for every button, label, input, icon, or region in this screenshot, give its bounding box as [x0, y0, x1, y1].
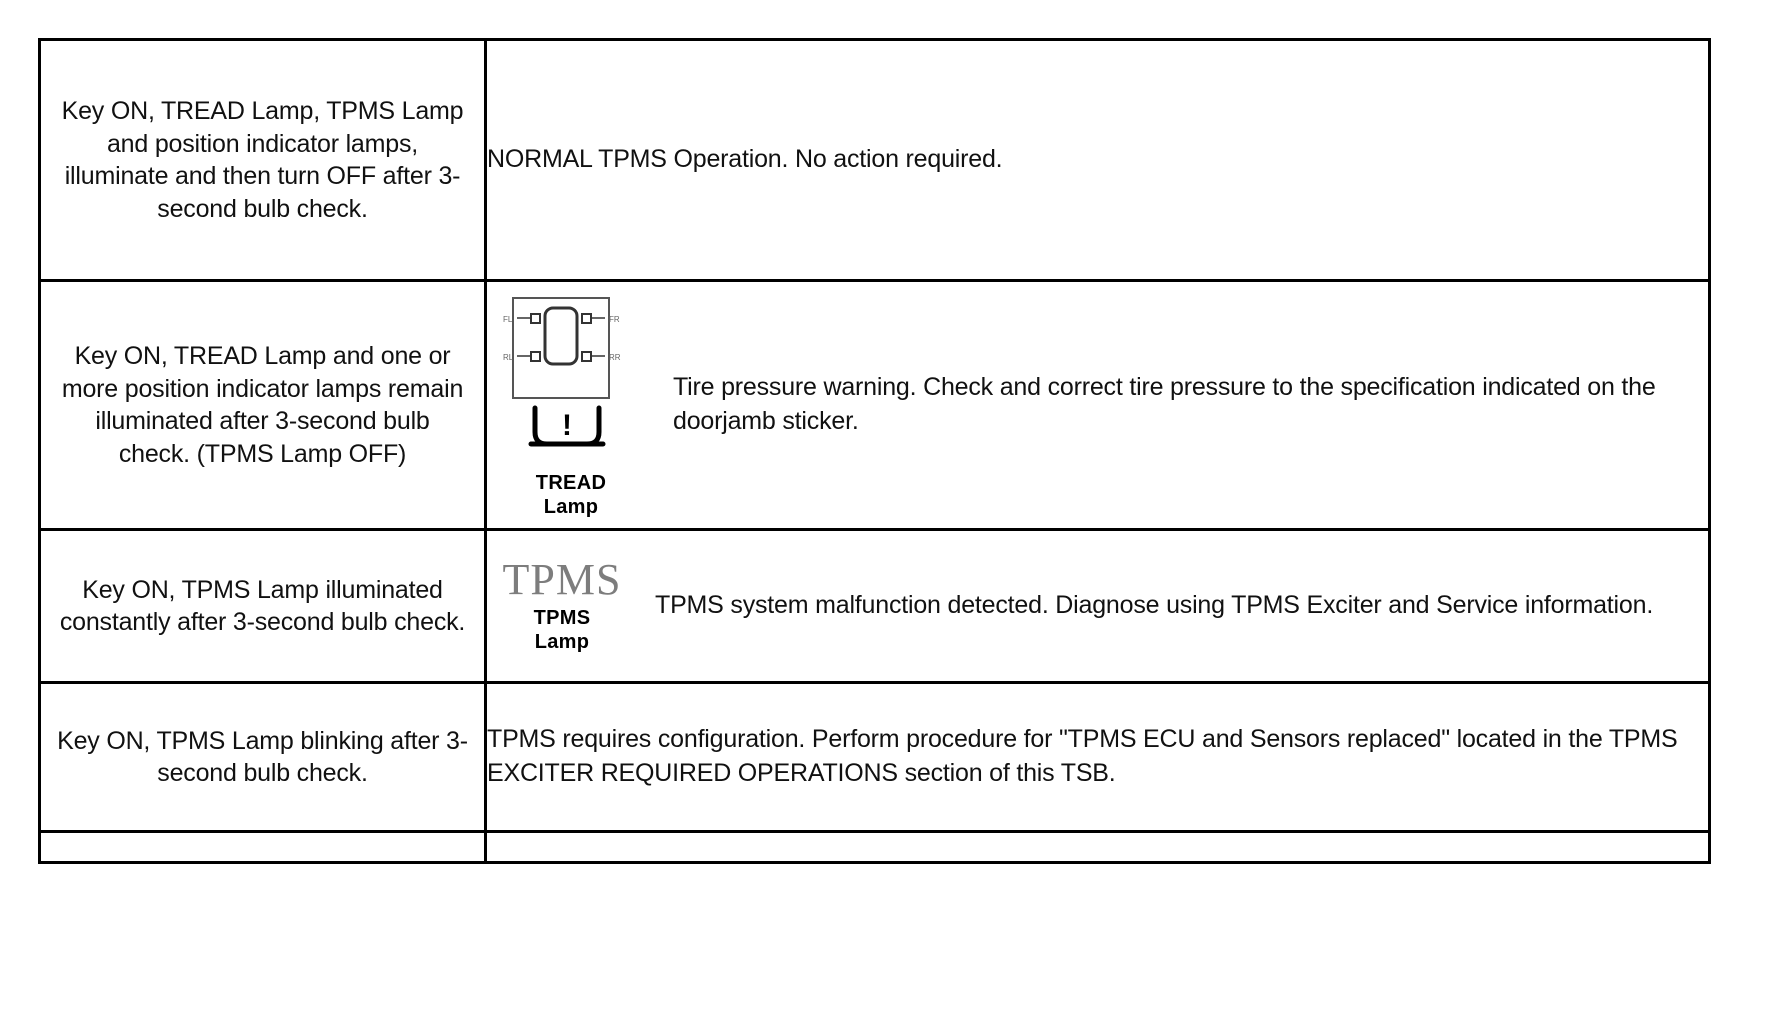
tread-lamp-caption-line2: Lamp	[543, 495, 599, 518]
tpms-lamp-illustration	[487, 555, 637, 654]
action-text: Tire pressure warning. Check and correct tire pressure to the specification indicated on the doorjamb sticker.	[673, 373, 1656, 435]
condition-text: Key ON, TPMS Lamp illuminated constantly after 3-second bulb check.	[59, 575, 466, 636]
tpms-lamp-caption	[534, 606, 591, 654]
table-row	[40, 40, 1710, 281]
svg-text:FR: FR	[609, 314, 620, 324]
tread-lamp-illustration	[487, 292, 655, 519]
tpms-table-wrapper	[38, 38, 1708, 864]
svg-text:RL: RL	[503, 352, 514, 362]
svg-text:FL: FL	[503, 314, 513, 324]
table-row-partial	[40, 832, 1710, 863]
condition-cell-partial	[40, 832, 486, 863]
action-cell	[486, 40, 1710, 281]
tpms-lamp-icon: TPMS	[502, 555, 622, 604]
tread-lamp-caption-line1: TREAD	[535, 471, 607, 494]
action-cell	[486, 530, 1710, 683]
condition-cell	[40, 281, 486, 530]
tpms-condition-action-table	[38, 38, 1711, 864]
tread-lamp-caption	[536, 471, 606, 519]
action-text: NORMAL TPMS Operation. No action required.	[487, 145, 1003, 174]
table-row	[40, 683, 1710, 832]
action-text: TPMS system malfunction detected. Diagnose using TPMS Exciter and Service information.	[655, 591, 1654, 620]
condition-text: Key ON, TREAD Lamp, TPMS Lamp and position indicator lamps, illuminate and then turn OFF after 3-second bulb check.	[61, 97, 464, 223]
tread-lamp-icon	[491, 292, 651, 467]
condition-cell	[40, 683, 486, 832]
action-cell	[486, 281, 1710, 530]
action-cell-partial	[486, 832, 1710, 863]
tpms-lamp-caption-line1: TPMS	[533, 607, 591, 629]
svg-text:!: !	[562, 408, 572, 442]
action-cell	[486, 683, 1710, 832]
tpms-lamp-caption-line2: Lamp	[534, 631, 590, 653]
action-text: TPMS requires configuration. Perform procedure for "TPMS ECU and Sensors replaced" located in the TPMS EXCITER REQUIRED OPERATIONS section of this TSB.	[487, 725, 1678, 787]
condition-cell	[40, 530, 486, 683]
table-row	[40, 281, 1710, 530]
table-row	[40, 530, 1710, 683]
svg-text:RR: RR	[609, 352, 621, 362]
condition-text: Key ON, TREAD Lamp and one or more position indicator lamps remain illuminated after 3-second bulb check. (TPMS Lamp OFF)	[61, 342, 464, 468]
condition-text: Key ON, TPMS Lamp blinking after 3-second bulb check.	[57, 726, 468, 787]
condition-cell	[40, 40, 486, 281]
